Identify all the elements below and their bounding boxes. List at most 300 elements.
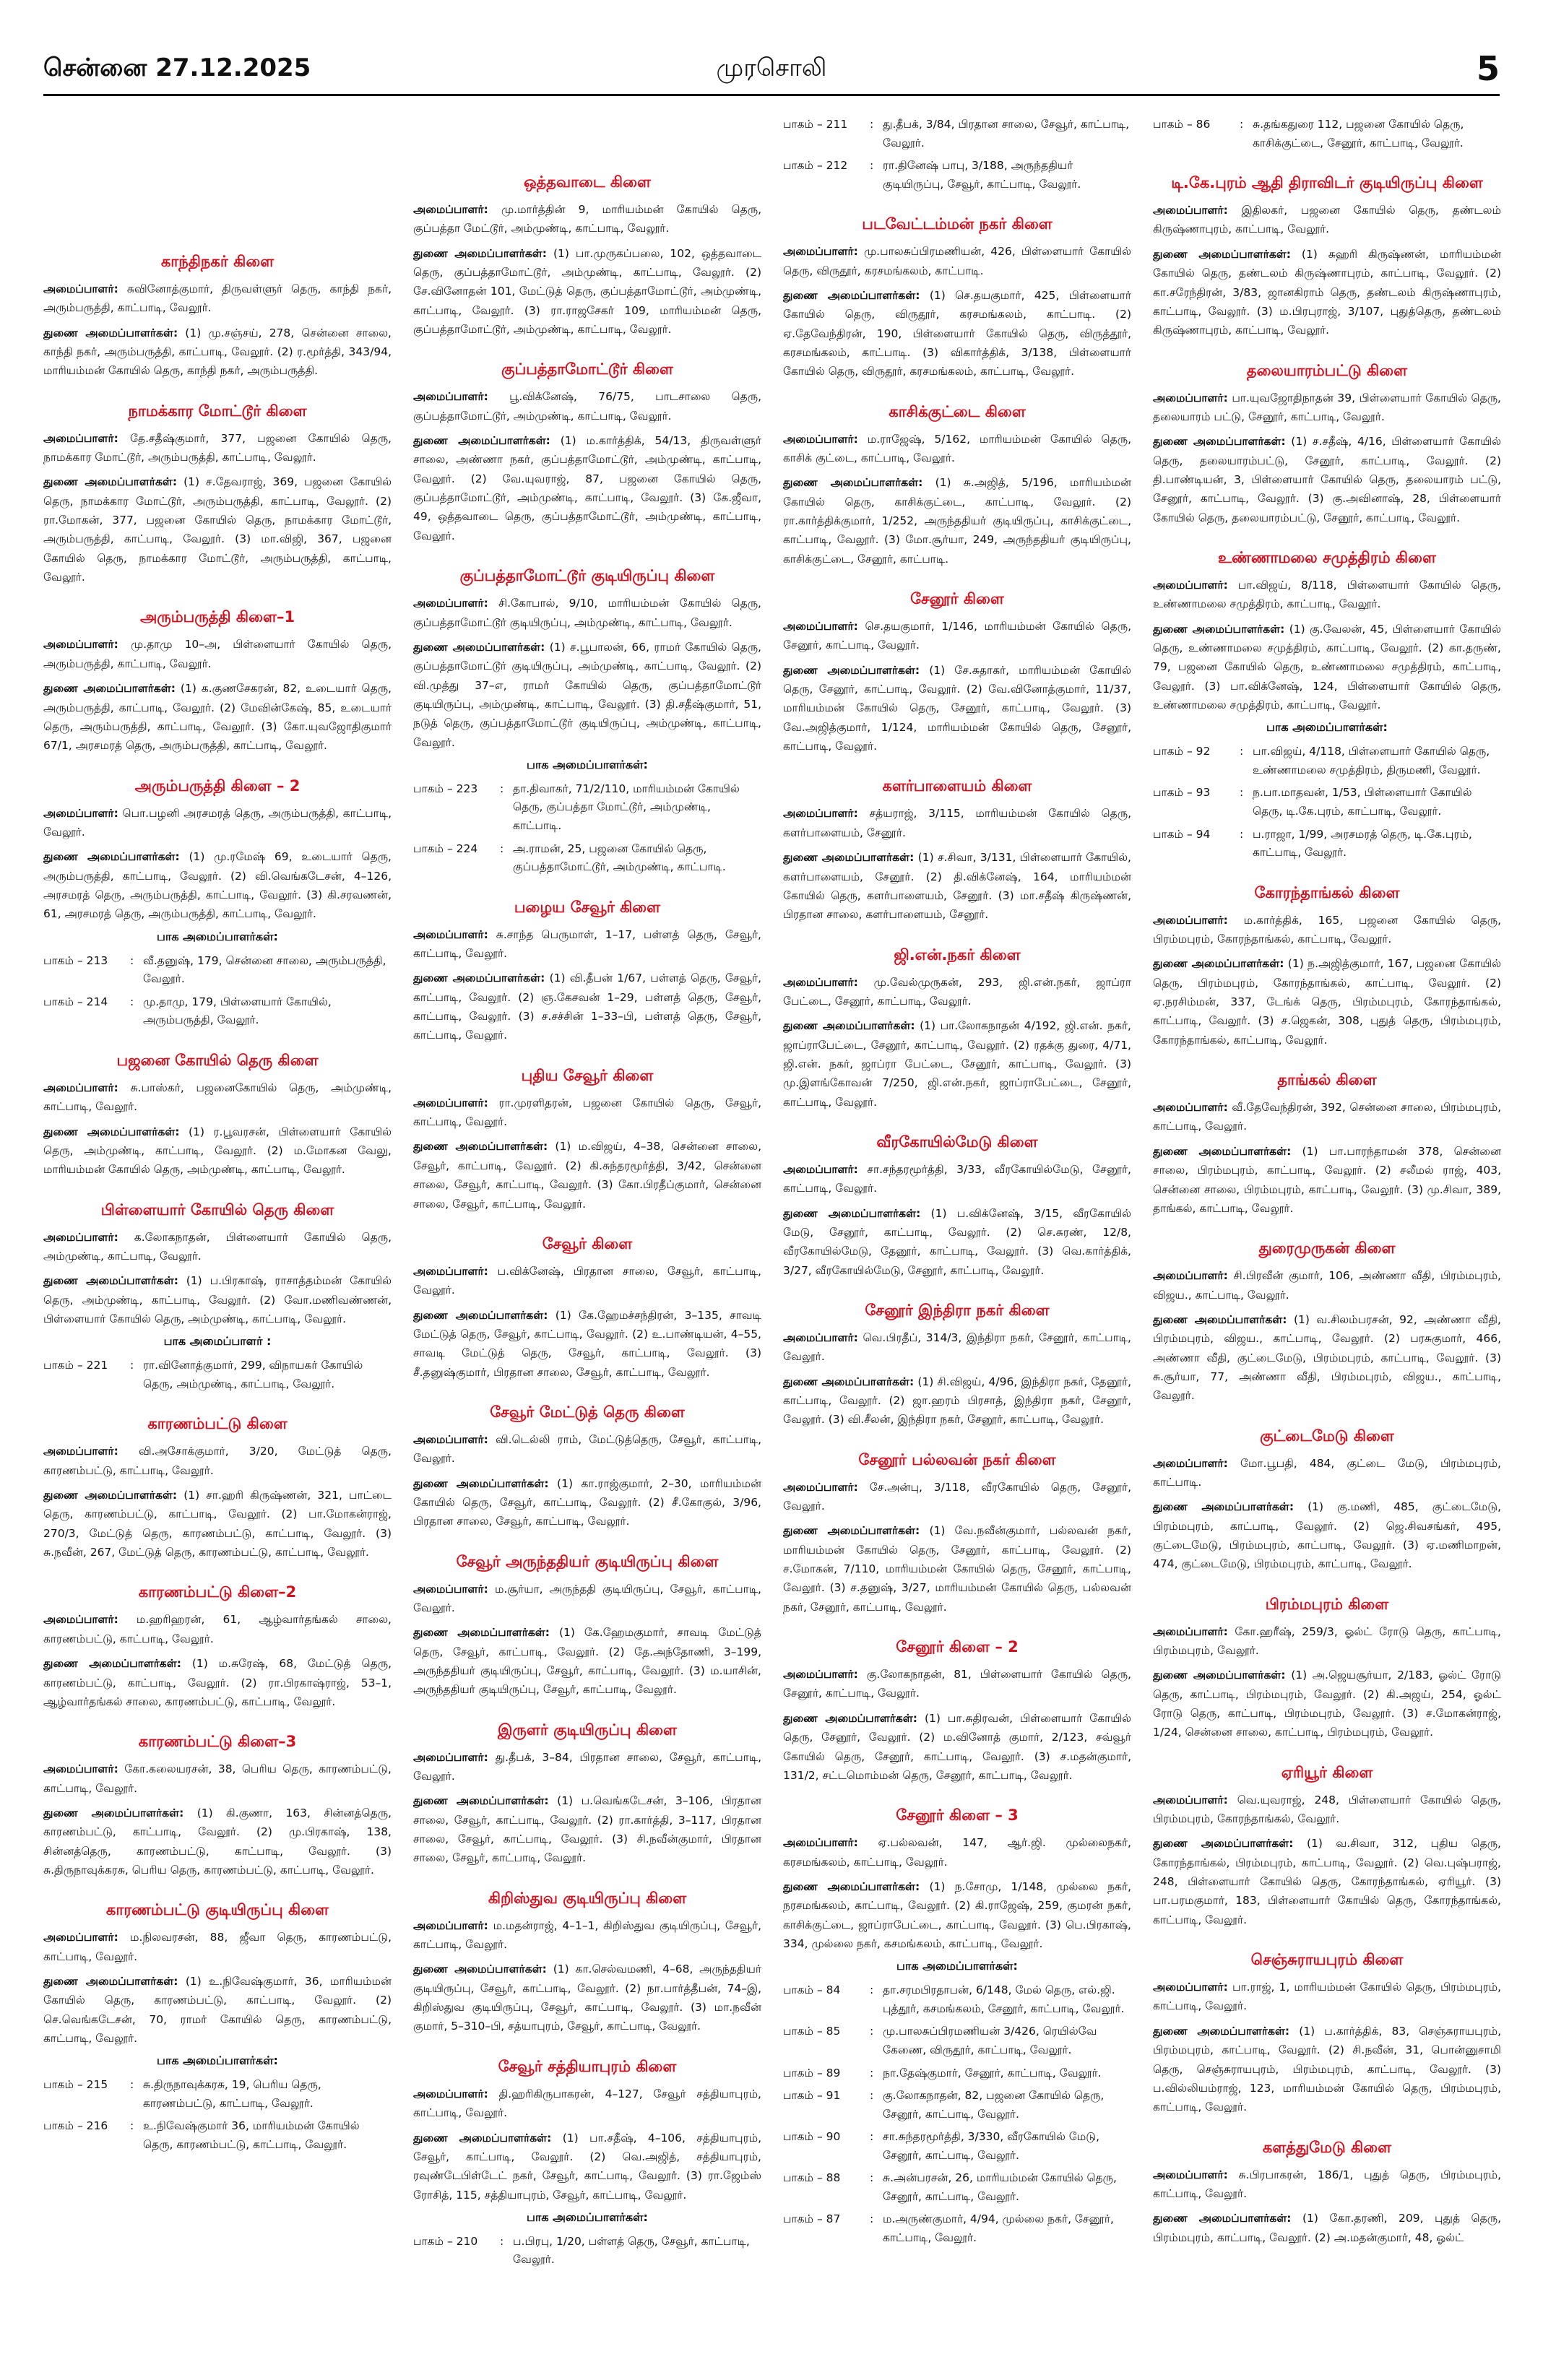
column-3 (783, 116, 1131, 2355)
deputy-organizers-entry (1153, 245, 1501, 340)
deputy-organizers-label: துணை அமைப்பாளர்கள்: (1153, 622, 1285, 636)
branch-section (1153, 1239, 1501, 1405)
deputy-organizers-details: (1) ந.அஜித்குமார், 167, பஜனை கோயில் தெரு, பிரம்மபுரம், கோரந்தாங்கல், காட்பாடி, வேலூர். (2) ஏ.நரசிம்மன், 337, டேங்க் தெரு, பிரம்மபுரம், கோரந்தாங்கல், காட்பாடி, வேலூர். (3) ச.ஜெகன், 308, புதுத் தெரு, பிரம்மபுரம், கோரந்தாங்கல், காட்பாடி, வேலூர். (1153, 957, 1501, 1047)
organizer-entry (783, 1478, 1131, 1516)
branch-title: இருளர் குடியிருப்பு கிளை (498, 1721, 677, 1739)
deputy-organizers-details: (1) ர.பூவரசன், பிள்ளையார் கோயில் தெரு, அம்முண்டி, காட்பாடி, வேலூர். (2) ம.மோகன வேலு, மாரியம்மன் கோயில் தெரு, அம்முண்டி, காட்பாடி, வேலூர். (43, 1125, 392, 1177)
booth-number: பாகம் – 211 (783, 118, 848, 131)
organizer-label: அமைப்பாளர்: (413, 1432, 488, 1446)
organizer-details: சு.பாஸ்கர், பஜனைகோயில் தெரு, அம்முண்டி, காட்பாடி, வேலூர். (43, 1081, 392, 1114)
deputy-organizers-label: துணை அமைப்பாளர்கள்: (43, 850, 180, 864)
deputy-organizers-entry (43, 1972, 392, 2048)
deputy-organizers-details: (1) பா.முருகப்பலை, 102, ஒத்தவாடை தெரு, குப்பத்தாமோட்டூர், அம்முண்டி, காட்பாடி, வேலூர். (2) சே.வினோதன் 101, மேட்டுத் தெரு, குப்பத்தாமோட்டூர், அம்முண்டி, காட்பாடி, வேலூர். (3) ரா.ராஜசேகர் 109, மாரியம்மன் தெரு, குப்பத்தாமோட்டூர், அம்முண்டி, காட்பாடி, வேலூர். (413, 246, 761, 337)
organizer-label: அமைப்பாளர்: (413, 927, 488, 941)
booth-separator: : (130, 953, 134, 967)
booth-number: பாகம் – 221 (43, 1359, 108, 1372)
organizer-label: அமைப்பாளர்: (413, 1918, 488, 1932)
organizer-details: சு.சாந்த பெருமாள், 1–17, பள்ளத் தெரு, சேவூர், காட்பாடி, வேலூர். (413, 927, 761, 961)
organizer-details: வி.டெல்லி ராம், மேட்டுத்தெரு, சேவூர், காட்பாடி, வேலூர். (413, 1432, 761, 1466)
booth-organizer: ப.ராஜா, 1/99, அரசமரத் தெரு, டி.கே.புரம், காட்பாடி, வேலூர். (1253, 827, 1472, 860)
branch-section (413, 1235, 761, 1382)
column-4 (1153, 116, 1501, 2355)
branch-section (783, 946, 1131, 1112)
booth-organizers-heading: பாக அமைப்பாளர்கள்: (896, 1959, 1018, 1973)
deputy-organizers-entry (413, 969, 761, 1044)
branch-section (783, 215, 1131, 381)
organizer-details: பூ.விக்னேஷ், 76/75, பாடசாலை தெரு, குப்பத்தாமோட்டூர், அம்முண்டி, காட்பாடி, வேலூர். (413, 390, 761, 423)
booth-number: பாகம் – 88 (783, 2171, 841, 2185)
deputy-organizers-entry (43, 679, 392, 755)
deputy-organizers-entry (783, 1709, 1131, 1785)
booth-organizer: வீ.தனுஷ், 179, சென்னை சாலை, அரும்பருத்தி, வேலூர். (143, 953, 386, 986)
deputy-organizers-label: துணை அமைப்பாளர்கள்: (783, 1879, 920, 1893)
organizer-label: அமைப்பாளர்: (1153, 1624, 1228, 1638)
organizer-entry (783, 804, 1131, 842)
branch-title: புதிய சேவூர் கிளை (521, 1066, 654, 1084)
deputy-organizers-details: (1) அ.ஜெயசூர்யா, 2/183, ஓல்ட் ரோடு தெரு, காட்பாடி, பிரம்மபுரம், வேலூர். (2) கி.அஜய், 254, ஓல்ட் ரோடு தெரு, காட்பாடி, பிரம்மபுரம், வேலூர். (3) ச.மோகன்ராஜ், 1/24, சென்னை சாலை, காட்பாடி, பிரம்மபுரம், வேலூர். (1153, 1669, 1501, 1739)
organizer-details: இதிலகர், பஜனை கோயில் தெரு, தண்டலம் கிருஷ்ணாபுரம், காட்பாடி, வேலூர். (1153, 204, 1501, 236)
organizer-entry (413, 1916, 761, 1955)
deputy-organizers-label: துணை அமைப்பாளர்கள்: (413, 972, 545, 985)
organizer-entry (1153, 1454, 1501, 1492)
organizer-label: அமைப்பாளர்: (783, 1162, 858, 1176)
branch-section (43, 1415, 392, 1562)
branch-section (783, 1302, 1131, 1429)
organizer-details: செ.தயகுமார், 1/146, மாரியம்மன் கோயில் தெரு, சேனூர், காட்பாடி, வேலூர். (783, 620, 1131, 652)
deputy-organizers-details: (1) வி.தீபன் 1/67, பள்ளத் தெரு, சேவூர், காட்பாடி, வேலூர். (2) ஞ.கேசவன் 1–29, பள்ளத் தெரு, சேவூர், காட்பாடி, வேலூர். (3) ச.சச்சின் 1–33–பி, பள்ளத் தெரு, சேவூர், காட்பாடி, வேலூர். (413, 972, 761, 1042)
branch-section (413, 1067, 761, 1213)
branch-title: வீரகோயில்மேடு கிளை (876, 1133, 1038, 1151)
branch-section (413, 173, 761, 339)
deputy-organizers-details: (1) பா.சதீஷ், 4–106, சத்தியாபுரம், சேவூர், காட்பாடி, வேலூர். (2) வெ.அஜித், சத்தியாபுரம், ரவுண்டேபிள்டேட் நகர், சேவூர், காட்பாடி, வேலூர். (3) ரா.ஜேம்ஸ் ரோசித், 115, சத்தியாபுரம், சேவூர், காட்பாடி, வேலூர். (413, 2131, 761, 2202)
organizer-details: கோ.ஹரீஷ், 259/3, ஓல்ட் ரோடு தெரு, காட்பாடி, பிரம்மபுரம், வேலூர். (1153, 1624, 1501, 1657)
branch-section (1153, 549, 1501, 862)
deputy-organizers-entry (43, 324, 392, 381)
organizer-label: அமைப்பாளர்: (783, 1480, 858, 1494)
deputy-organizers-label: துணை அமைப்பாளர்கள்: (1153, 957, 1284, 971)
booth-number: பாகம் – 214 (43, 995, 108, 1008)
deputy-organizers-entry (1153, 432, 1501, 527)
deputy-organizers-entry (783, 473, 1131, 568)
booth-number: பாகம் – 85 (783, 2025, 841, 2038)
organizer-details: மு.மார்த்தின் 9, மாரியம்மன் கோயில் தெரு, குப்பத்தா மேட்டூர், அம்முண்டி, காட்பாடி, வேலூர். (413, 203, 761, 235)
organizer-entry (1153, 1266, 1501, 1304)
deputy-organizers-entry (43, 847, 392, 923)
booth-row (413, 2233, 761, 2269)
branch-section (413, 1721, 761, 1868)
booth-organizer: சு.தங்கதுரை 112, பஜனை கோயில் தெரு, காசிக்குட்டை, சேனூர், காட்பாடி, வேலூர். (1253, 118, 1464, 150)
branch-title: குப்பத்தாமோட்டூர் கிளை (501, 360, 673, 378)
branch-title: ஒத்தவாடை கிளை (524, 173, 651, 191)
organizer-entry (43, 1928, 392, 1966)
organizer-details: து.தீபக், 3–84, பிரதான சாலை, சேவூர், காட்பாடி, வேலூர். (413, 1750, 761, 1783)
branch-section (43, 1733, 392, 1879)
deputy-organizers-entry (1153, 1310, 1501, 1406)
organizer-details: கோ.கலையரசன், 38, பெரிய தெரு, காரணம்பட்டு, காட்பாடி, வேலூர். (43, 1762, 392, 1795)
organizer-details: ப.விக்னேஷ், பிரதான சாலை, சேவூர், காட்பாடி, வேலூர். (413, 1264, 761, 1297)
organizer-label: அமைப்பாளர்: (413, 1096, 488, 1109)
deputy-organizers-details: (1) ம.விஜய், 4–38, சென்னை சாலை, சேவூர், காட்பாடி, வேலூர். (2) கி.சுந்தரமூர்த்தி, 3/42, சென்னை சாலை, சேவூர், காட்பாடி, வேலூர். (3) கோ.பிரதீப்குமார், சென்னை சாலை, சேவூர், காட்பாடி, வேலூர். (413, 1140, 761, 1211)
branch-title: கோரந்தாங்கல் கிளை (1254, 883, 1400, 901)
organizer-entry (783, 1328, 1131, 1367)
organizer-details: ஏ.பல்லவன், 147, ஆர்.ஜி. முல்லைநகர், கரசமங்கலம், காட்பாடி, வேலூர். (783, 1836, 1131, 1869)
deputy-organizers-details: (1) ச.தேவராஜ், 369, பஜனை கோயில் தெரு, நாமக்கார மோட்டூர், அரும்பருத்தி, காட்பாடி, வேலூர். (2) ரா.மோகன், 377, பஜனை கோயில் தெரு, நாமக்கார மோட்டூர், அரும்பருத்தி, காட்பாடி, வேலூர். (3) மா.விஜி, 367, பஜனை கோயில் தெரு, நாமக்கார மோட்டூர், அரும்பருத்தி, காட்பாடி, வேலூர். (43, 475, 392, 584)
booth-number: பாகம் – 213 (43, 953, 108, 967)
branch-section (413, 899, 761, 1045)
organizer-entry (413, 1094, 761, 1132)
deputy-organizers-entry (783, 661, 1131, 756)
organizer-label: அமைப்பாளர்: (43, 1762, 118, 1776)
branch-title: காரணம்பட்டு குடியிருப்பு கிளை (105, 1901, 329, 1919)
branch-title: காந்திநகர் கிளை (160, 253, 275, 270)
organizer-details: ம.ஹரிஹரன், 61, ஆழ்வார்தங்கல் சாலை, காரணம்பட்டு, காட்பாடி, வேலூர். (43, 1613, 392, 1645)
branch-section (1153, 174, 1501, 339)
booth-number: பாகம் – 86 (1153, 118, 1211, 131)
deputy-organizers-entry (43, 1654, 392, 1711)
branch-section (783, 1806, 1131, 2247)
deputy-organizers-label: துணை அமைப்பாளர்கள்: (43, 1657, 181, 1671)
branch-section (413, 2058, 761, 2269)
deputy-organizers-details: (1) பா.பாரந்தாமன் 378, சென்னை சாலை, பிரம்மபுரம், காட்பாடி, வேலூர். (2) சலீமல் ராஜ், 403, சென்னை சாலை, பிரம்மபுரம், காட்பாடி, வேலூர். (3) மு.சிவா, 389, தாங்கல், காட்பாடி, வேலூர். (1153, 1144, 1501, 1215)
branch-title: சேவூர் அருந்ததியர் குடியிருப்பு கிளை (456, 1552, 719, 1570)
booth-number: பாகம் – 224 (413, 841, 478, 855)
organizer-label: அமைப்பாளர்: (413, 1264, 488, 1278)
deputy-organizers-details: (1) கோ.தரணி, 209, புதுத் தெரு, பிரம்மபுரம், காட்பாடி, வேலூர். (2) அ.மதன்குமார், 48, ஓல்ட் (1153, 2212, 1501, 2244)
organizer-details: ம.கார்த்திக், 165, பஜனை கோயில் தெரு, பிரம்மபுரம், கோரந்தாங்கல், காட்பாடி, வேலூர். (1153, 913, 1501, 946)
deputy-organizers-details: (1) மு.சஞ்சய், 278, சென்னை சாலை, காந்தி நகர், அரும்பருத்தி, காட்பாடி, வேலூர். (2) ர.மூர்த்தி, 343/94, மாரியம்மன் கோயில் தெரு, காந்தி நகர், அரும்பருத்தி. (43, 326, 392, 378)
article-columns (43, 116, 1503, 2355)
deputy-organizers-entry (1153, 1666, 1501, 1741)
booth-row (783, 2087, 1131, 2124)
booth-row (1153, 743, 1501, 779)
deputy-organizers-details: (1) கி.குணா, 163, சின்னத்தெரு, காரணம்பட்டு, காட்பாடி, வேலூர். (2) மு.பிரகாஷ், 138, சின்னத்தெரு, காரணம்பட்டு, காட்பாடி, வேலூர். (3) சு.திருநாவுக்கரசு, பெரிய தெரு, காரணம்பட்டு, காட்பாடி, வேலூர். (43, 1806, 392, 1877)
organizer-details: மு.வேல்முருகன், 293, ஜி.என்.நகர், ஜாப்ரா பேட்டை, சேனூர், காட்பாடி, வேலூர். (783, 975, 1131, 1008)
deputy-organizers-details: (1) கு.மணி, 485, குட்டைமேடு, பிரம்மபுரம், காட்பாடி, வேலூர். (2) ஜெ.சிவசங்கர், 495, குட்டைமேடு, பிரம்மபுரம், காட்பாடி, வேலூர். (3) ஏ.மணிமாறன், 474, குட்டைமேடு, பிரம்மபுரம், காட்பாடி, வேலூர். (1153, 1500, 1501, 1571)
organizer-entry (43, 280, 392, 318)
organizer-entry (783, 1665, 1131, 1703)
organizer-details: க.லோகநாதன், பிள்ளையார் கோயில் தெரு, அம்முண்டி, காட்பாடி, வேலூர். (43, 1230, 392, 1263)
booth-organizer: பா.விஜய், 4/118, பிள்ளையார் கோயில் தெரு, உண்ணாமலை சமுத்திரம், திருமணி, வேலூர். (1253, 745, 1490, 776)
booth-row (1153, 784, 1501, 821)
organizer-entry (43, 1760, 392, 1798)
organizer-entry (413, 1748, 761, 1786)
booth-separator: : (1240, 745, 1244, 758)
booth-row (783, 2169, 1131, 2206)
booth-separator: : (130, 2119, 134, 2133)
booth-number: பாகம் – 212 (783, 159, 848, 173)
booth-row (783, 157, 1131, 194)
organizer-details: வீ.தேவேந்திரன், 392, சென்னை சாலை, பிரம்மபுரம், காட்பாடி, வேலூர். (1153, 1101, 1501, 1133)
branch-title: ஏரியூர் கிளை (1281, 1763, 1373, 1781)
deputy-organizers-entry (413, 1137, 761, 1213)
organizer-label: அமைப்பாளர்: (43, 638, 118, 652)
booth-separator: : (500, 2234, 504, 2248)
deputy-organizers-details: (1) சுஹரி கிருஷ்ணன், மாரியம்மன் கோயில் தெரு, தண்டலம் கிருஷ்ணாபுரம், காட்பாடி, வேலூர். (2) கா.சரேந்திரன், 3/83, ஜானகிராம் தெரு, தண்டலம் கிருஷ்ணாபுரம், காட்பாடி, வேலூர். (3) ம.பிரபுராஜ், 3/107, புதுத்தெரு, தண்டலம் கிருஷ்ணாபுரம், காட்பாடி, வேலூர். (1153, 247, 1501, 337)
deputy-organizers-label: துணை அமைப்பாளர்கள்: (413, 1794, 549, 1808)
branch-title: நாமக்கார மோட்டூர் கிளை (128, 402, 307, 420)
booth-row (783, 2128, 1131, 2165)
branch-section (1153, 1071, 1501, 1218)
organizer-entry (783, 242, 1131, 280)
deputy-organizers-details: (1) உ.நிவேஷ்குமார், 36, மாரியம்மன் கோயில் தெரு, காரணம்பட்டு, காட்பாடி, வேலூர். (2) செ.வெங்கடேசன், 70, ராமர் கோயில் தெரு, காரணம்பட்டு, காட்பாடி, வேலூர். (43, 1974, 392, 2045)
branch-section (43, 1583, 392, 1711)
organizer-details: சத்யராஜ், 3/115, மாரியம்மன் கோயில் தெரு, களர்பாளையம், சேனூர். (783, 807, 1131, 839)
organizer-details: ம.சூர்யா, அருந்ததி குடியிருப்பு, சேவூர், காட்பாடி, வேலூர். (413, 1582, 761, 1614)
organizer-label: அமைப்பாளர்: (1153, 1981, 1228, 1994)
branch-title: கிறிஸ்துவ குடியிருப்பு கிளை (488, 1889, 687, 1907)
deputy-organizers-entry (413, 1474, 761, 1531)
branch-section (413, 360, 761, 545)
deputy-organizers-entry (413, 2129, 761, 2204)
booth-organizer: ப.பிரபு, 1/20, பள்ளத் தெரு, சேவூர், காட்பாடி, வேலூர். (513, 2234, 750, 2267)
deputy-organizers-label: துணை அமைப்பாளர்கள்: (43, 1489, 178, 1502)
deputy-organizers-label: துணை அமைப்பாளர்கள்: (783, 1711, 917, 1725)
organizer-entry (1153, 576, 1501, 614)
booth-row (783, 116, 1131, 152)
branch-title: சேனூர் கிளை – 2 (896, 1638, 1019, 1656)
booth-organizer: தா.திவாகர், 71/2/110, மாரியம்மன் கோயில் தெரு, குப்பத்தா மோட்டூர், அம்முண்டி, காட்பாடி. (513, 782, 740, 833)
branch-section (413, 1553, 761, 1700)
organizer-details: பா.விஜய், 8/118, பிள்ளையார் கோயில் தெரு, உண்ணாமலை சமுத்திரம், காட்பாடி, வேலூர். (1153, 578, 1501, 611)
organizer-label: அமைப்பாளர்: (783, 975, 858, 989)
booth-organizer: து.தீபக், 3/84, பிரதான சாலை, சேவூர், காட்பாடி, வேலூர். (883, 118, 1130, 150)
deputy-organizers-details: (1) க.குணசேகரன், 82, உடையார் தெரு, அரும்பருத்தி, காட்பாடி, வேலூர். (2) மேவின்கேஷ், 85, உடையார் தெரு, அரும்பருத்தி, காட்பாடி, வேலூர். (3) கோ.யுவஜோதிகுமார் 67/1, அரசமரத் தெரு, அரும்பருத்தி, காட்பாடி, வேலூர். (43, 682, 392, 753)
branch-title: சேவூர் சத்தியாபுரம் கிளை (498, 2057, 677, 2075)
organizer-label: அமைப்பாளர்: (1153, 913, 1228, 927)
organizer-entry (783, 430, 1131, 468)
organizer-label: அமைப்பாளர்: (1153, 1101, 1228, 1115)
deputy-organizers-label: துணை அமைப்பாளர்கள்: (413, 1626, 550, 1640)
branch-title: சேனூர் கிளை – 3 (896, 1806, 1019, 1825)
branch-title: காரணம்பட்டு கிளை (147, 1415, 288, 1433)
booth-number: பாகம் – 84 (783, 1983, 841, 1997)
booth-row (43, 1356, 392, 1393)
deputy-organizers-entry (1153, 2209, 1501, 2247)
deputy-organizers-label: துணை அமைப்பாளர்கள்: (1153, 1144, 1292, 1158)
branch-section (43, 1201, 392, 1394)
branch-title: தலையாரம்பட்டு கிளை (1246, 361, 1408, 379)
branch-title: ஜி.என்.நகர் கிளை (894, 945, 1021, 964)
booth-row (783, 1981, 1131, 2018)
booth-organizers-heading: பாக அமைப்பாளர்கள்: (527, 2210, 648, 2224)
organizer-entry (43, 1610, 392, 1648)
booth-number: பாகம் – 89 (783, 2066, 841, 2080)
booth-separator: : (870, 2066, 874, 2080)
deputy-organizers-label: துணை அமைப்பாளர்கள்: (413, 1308, 548, 1322)
page-number: 5 (1476, 49, 1500, 88)
booth-organizer: ரா.தினேஷ் பாபு, 3/188, அருந்ததியர் குடியிருப்பு, சேவூர், காட்பாடி, வேலூர். (883, 159, 1081, 191)
deputy-organizers-label: துணை அமைப்பாளர்கள்: (783, 851, 915, 865)
organizer-details: மு.பாலசுப்பிரமணியன், 426, பிள்ளையார் கோயில் தெரு, விருதூர், கரசமங்கலம், காட்பாடி. (783, 245, 1131, 277)
booth-row (43, 952, 392, 989)
booth-organizers-heading: பாக அமைப்பாளர்கள்: (157, 929, 278, 943)
branch-title: சேவூர் கிளை (542, 1234, 633, 1252)
branch-title: உண்ணாமலை சமுத்திரம் கிளை (1218, 548, 1436, 566)
deputy-organizers-label: துணை அமைப்பாளர்கள்: (1153, 2024, 1290, 2038)
organizer-details: வெ.யுவராஜ், 248, பிள்ளையார் கோயில் தெரு, பிரம்மபுரம், கோரந்தாங்கல், வேலூர். (1153, 1793, 1501, 1826)
organizer-entry (413, 1580, 761, 1618)
booth-organizer: சு.திருநாவுக்கரசு, 19, பெரிய தெரு, காரணம்பட்டு, காட்பாடி, வேலூர். (143, 2078, 321, 2110)
organizer-entry (43, 1442, 392, 1480)
branch-section (43, 1052, 392, 1180)
booth-organizers-heading: பாக அமைப்பாளர் : (163, 1334, 272, 1349)
organizer-details: மு.தாமு 10–அ, பிள்ளையார் கோயில் தெரு, அரும்பருத்தி, காட்பாடி, வேலூர். (43, 638, 392, 670)
deputy-organizers-entry (43, 472, 392, 587)
deputy-organizers-label: துணை அமைப்பாளர்கள்: (413, 640, 545, 654)
deputy-organizers-details: (1) சா.ஹரி கிருஷ்ணன், 321, பாட்டை தெரு, காரணம்பட்டு, காட்பாடி, வேலூர். (2) பா.மோகன்ராஜ், 270/3, மேட்டுத் தெரு, காரணம்பட்டு, காட்பாடி, வேலூர். (3) சு.நவீன், 267, மேட்டுத் தெரு, காரணம்பட்டு, காட்பாடி, வேலூர். (43, 1489, 392, 1559)
booth-row (783, 2210, 1131, 2247)
organizer-entry (1153, 201, 1501, 239)
organizer-details: சா.சந்தரமூர்த்தி, 3/33, வீரகோயில்மேடு, சேனூர், காட்பாடி, வேலூர். (783, 1162, 1131, 1195)
organizer-label: அமைப்பாளர்: (1153, 578, 1228, 592)
organizer-label: அமைப்பாளர்: (43, 1613, 118, 1627)
organizer-entry (43, 1228, 392, 1266)
deputy-organizers-entry (413, 638, 761, 752)
organizer-label: அமைப்பாளர்: (1153, 391, 1228, 404)
organizer-entry (413, 2085, 761, 2123)
column-1 (43, 116, 392, 2355)
organizer-label: அமைப்பாளர்: (1153, 1456, 1228, 1470)
organizer-entry (413, 1262, 761, 1300)
booth-number: பாகம் – 94 (1153, 827, 1211, 841)
edition-date: சென்னை 27.12.2025 (43, 53, 311, 82)
deputy-organizers-label: துணை அமைப்பாளர்கள்: (43, 475, 178, 489)
booth-separator: : (870, 2025, 874, 2038)
deputy-organizers-entry (783, 1204, 1131, 1280)
branch-section (413, 567, 761, 877)
branch-title: சேனூர் பல்லவன் நகர் கிளை (858, 1450, 1056, 1468)
organizer-entry (413, 200, 761, 238)
organizer-details: தி.ஹரிகிருபாகரன், 4–127, சேவூர் சத்தியாபுரம், காட்பாடி, வேலூர். (413, 2087, 761, 2120)
branch-section (43, 777, 392, 1030)
deputy-organizers-entry (1153, 1834, 1501, 1929)
organizer-label: அமைப்பாளர்: (43, 1931, 118, 1944)
branch-section (43, 253, 392, 381)
deputy-organizers-label: துணை அமைப்பாளர்கள்: (413, 1140, 548, 1154)
deputy-organizers-label: துணை அமைப்பாளர்கள்: (43, 1125, 180, 1138)
deputy-organizers-entry (783, 1016, 1131, 1112)
deputy-organizers-label: துணை அமைப்பாளர்கள்: (413, 246, 547, 260)
booth-row (43, 2076, 392, 2113)
booth-organizer: சு.அன்பரசன், 26, மாரியம்மன் கோயில் தெரு, சேனூர், காட்பாடி, வேலூர். (883, 2171, 1117, 2203)
deputy-organizers-details: (1) கே.ஹேமச்சந்திரன், 3–135, சாவடி மேட்டுத் தெரு, சேவூர், காட்பாடி, வேலூர். (2) உ.பாண்டியன், 4–55, சாவடி மேட்டுத் தெரு, சேவூர், காட்பாடி, வேலூர். (3) சீ.தனுஷ்குமார், பிரதான சாலை, சேவூர், காட்பாடி, வேலூர். (413, 1308, 761, 1379)
booth-separator: : (500, 841, 504, 855)
booth-row (43, 993, 392, 1030)
organizer-details: வி.அசோக்குமார், 3/20, மேட்டுத் தெரு, காரணம்பட்டு, காட்பாடி, வேலூர். (43, 1445, 392, 1477)
organizer-details: சி.கோபால், 9/10, மாரியம்மன் கோயில் தெரு, குப்பத்தாமோட்டூர் குடியிருப்பு, அம்முண்டி, காட்பாடி, வேலூர். (413, 597, 761, 629)
organizer-entry (1153, 2165, 1501, 2204)
deputy-organizers-label: துணை அமைப்பாளர்கள்: (783, 1375, 915, 1388)
deputy-organizers-details: (1) சு.அஜித், 5/196, மாரியம்மன் கோயில் தெரு, காசிக்குட்டை, காட்பாடி, வேலூர். (2) ரா.கார்த்திக்குமார், 1/252, அருந்ததியர் குடியிருப்பு, காசிக்குட்டை, காட்பாடி, வேலூர். (3) மோ.சூர்யா, 249, அருந்ததியர் குடியிருப்பு, காசிக்குட்டை, சேனூர், காட்பாடி. (783, 476, 1131, 566)
organizer-label: அமைப்பாளர்: (413, 203, 488, 216)
deputy-organizers-entry (413, 1306, 761, 1382)
booth-row (43, 2117, 392, 2154)
newspaper-name: முரசொலி (716, 53, 827, 82)
booth-separator: : (130, 995, 134, 1008)
branch-title: அரும்பருத்தி கிளை–1 (139, 608, 295, 626)
organizer-label: அமைப்பாளர்: (413, 597, 488, 610)
deputy-organizers-label: துணை அமைப்பாளர்கள்: (783, 1206, 921, 1220)
deputy-organizers-details: (1) மு.ரமேஷ் 69, உடையார் தெரு, அரும்பருத்தி, காட்பாடி, வேலூர். (2) வி.வெங்கடேசன், 4–126, அரசமரத் தெரு, அரும்பருத்தி, காட்பாடி, வேலூர். (3) கி.சரவணன், 61, அரசமரத் தெரு, அரும்பருத்தி, காட்பாடி, வேலூர். (43, 850, 392, 921)
organizer-details: மோ.பூபதி, 484, குட்டை மேடு, பிரம்மபுரம், காட்பாடி. (1153, 1456, 1501, 1489)
branch-section (1153, 1764, 1501, 1929)
booth-organizer: தா.சரமபிரதாபன், 6/148, மேல் தெரு, எல்.ஜி. புத்தூர், கசமங்கலம், சேனூர், காட்பாடி, வேலூர். (883, 1983, 1125, 2015)
organizer-details: சு.பிரபாகரன், 186/1, புதுத் தெரு, பிரம்மபுரம், காட்பாடி, வேலூர். (1153, 2168, 1501, 2200)
booth-organizer: கு.லோகநாதன், 82, பஜனை கோயில் தெரு, சேனூர், காட்பாடி, வேலூர். (883, 2089, 1105, 2121)
booth-organizer: ம.அருண்குமார், 4/94, முல்லை நகர், சேனூர், காட்பாடி, வேலூர். (883, 2212, 1114, 2244)
branch-section (43, 1901, 392, 2154)
organizer-entry (783, 1160, 1131, 1198)
booth-separator: : (130, 2078, 134, 2092)
booth-organizer: உ.நிவேஷ்குமார் 36, மாரியம்மன் கோயில் தெரு, காரணம்பட்டு, காட்பாடி, வேலூர். (143, 2119, 360, 2151)
booth-row (413, 840, 761, 877)
booth-organizers-heading: பாக அமைப்பாளர்கள்: (1266, 720, 1388, 735)
deputy-organizers-details: (1) கு.வேலன், 45, பிள்ளையார் கோயில் தெரு, உண்ணாமலை சமுத்திரம், காட்பாடி, வேலூர். (2) கா.தருண், 79, பஜனை கோயில் தெரு, உண்ணாமலை சமுத்திரம், காட்பாடி, வேலூர். (3) பா.விக்னேஷ், 124, பிள்ளையார் கோயில் தெரு, உண்ணாமலை சமுத்திரம், காட்பாடி, வேலூர். (1153, 622, 1501, 711)
deputy-organizers-label: துணை அமைப்பாளர்கள்: (43, 1274, 178, 1288)
branch-title: காசிக்குட்டை கிளை (889, 402, 1026, 420)
deputy-organizers-label: துணை அமைப்பாளர்கள்: (1153, 1500, 1295, 1514)
branch-section (783, 1451, 1131, 1617)
deputy-organizers-details: (1) ச.சிவா, 3/131, பிள்ளையார் கோயில், களர்பாளையம், சேனூர். (2) தி.விக்னேஷ், 164, மாரியம்மன் கோயில் தெரு, களர்பாளையம், சேனூர். (3) மா.சதீஷ் கிருஷ்ணன், பிரதான சாலை, களர்பாளையம், சேனூர். (783, 851, 1131, 922)
organizer-details: ம.ராஜேஷ், 5/162, மாரியம்மன் கோயில் தெரு, காசிக் குட்டை, காட்பாடி, வேலூர். (783, 432, 1131, 464)
branch-title: துரைமுருகன் கிளை (1258, 1239, 1396, 1258)
branch-section (1153, 1951, 1501, 2116)
booth-separator: : (1240, 786, 1244, 800)
branch-title: தாங்கல் கிளை (1277, 1071, 1377, 1089)
branch-title: குப்பத்தாமோட்டூர் குடியிருப்பு கிளை (459, 567, 715, 585)
booth-separator: : (870, 2212, 874, 2226)
organizer-label: அமைப்பாளர்: (413, 2087, 488, 2100)
organizer-entry (43, 635, 392, 673)
booth-number: பாகம் – 215 (43, 2078, 108, 2092)
organizer-entry (1153, 389, 1501, 427)
organizer-label: அமைப்பாளர்: (1153, 204, 1228, 217)
deputy-organizers-label: துணை அமைப்பாளர்கள்: (1153, 1837, 1294, 1851)
organizer-details: தே.சதீஷ்குமார், 377, பஜனை கோயில் தெரு, நாமக்கார மோட்டூர், அரும்பருத்தி, காட்பாடி, வேலூர். (43, 431, 392, 464)
organizer-label: அமைப்பாளர்: (43, 282, 118, 295)
deputy-organizers-label: துணை அமைப்பாளர்கள்: (783, 1019, 915, 1033)
booth-organizer: மு.தாமு, 179, பிள்ளையார் கோயில், அரும்பருத்தி, வேலூர். (143, 995, 332, 1027)
organizer-label: அமைப்பாளர்: (43, 431, 118, 445)
booth-row (1153, 826, 1501, 862)
deputy-organizers-details: (1) ச.சதீஷ், 4/16, பிள்ளையார் கோயில் தெரு, தலையாரம்பட்டு, சேனூர், காட்பாடி, வேலூர். (2) தி.பாண்டியன், 3, பிள்ளையார் கோயில் தெரு, தலையாரம் பட்டு, சேனூர், காட்பாடி, வேலூர். (3) கு.அவினாஷ், 28, பிள்ளையார் கோயில் தெரு, தலையாரம்பட்டு, சேனூர், காட்பாடி, வேலூர். (1153, 435, 1501, 524)
organizer-label: அமைப்பாளர்: (413, 1582, 488, 1596)
organizer-label: அமைப்பாளர்: (1153, 1793, 1228, 1806)
deputy-organizers-label: துணை அமைப்பாளர்கள்: (1153, 1312, 1287, 1326)
organizer-entry (1153, 911, 1501, 949)
booth-separator: : (870, 2171, 874, 2185)
organizer-details: கு.லோகநாதன், 81, பிள்ளையார் கோயில் தெரு, சேனூர், காட்பாடி, வேலூர். (783, 1668, 1131, 1700)
deputy-organizers-entry (413, 1623, 761, 1699)
organizer-entry (1153, 1978, 1501, 2016)
deputy-organizers-details: (1) ப.விக்னேஷ், 3/15, வீரகோயில் மேடு, சேனூர், காட்பாடி, வேலூர். (2) செ.சுரண், 12/8, வீரகோயில்மேடு, தேனூர், காட்பாடி, வேலூர். (3) வெ.கார்த்திக், 3/27, வீரகோயில்மேடு, சேனூர், காட்பாடி, வேலூர். (783, 1206, 1131, 1277)
deputy-organizers-details: (1) வ.சிவா, 312, புதிய தெரு, கோரந்தாங்கல், பிரம்மபுரம், காட்பாடி, வேலூர். (2) வெ.புஷ்பராஜ், 248, பிள்ளையார் கோயில் தெரு, கோரந்தாங்கல், ஏரியூர். (3) பா.பரமகுமார், 183, பிள்ளையார் கோயில் தெரு, கோரந்தாங்கல், காட்பாடி, வேலூர். (1153, 1837, 1501, 1926)
branch-title: செஞ்சுராயபுரம் கிளை (1250, 1951, 1404, 1969)
booth-number: பாகம் – 93 (1153, 786, 1211, 800)
deputy-organizers-entry (783, 286, 1131, 381)
organizer-label: அமைப்பாளர்: (783, 1668, 858, 1682)
booth-number: பாகம் – 91 (783, 2089, 841, 2103)
organizer-label: அமைப்பாளர்: (43, 1230, 118, 1244)
deputy-organizers-entry (43, 1271, 392, 1328)
booth-separator: : (870, 1983, 874, 1997)
branch-section (1153, 2139, 1501, 2247)
booth-number: பாகம் – 87 (783, 2212, 841, 2226)
deputy-organizers-entry (43, 1804, 392, 1879)
deputy-organizers-label: துணை அமைப்பாளர்கள்: (783, 476, 923, 490)
deputy-organizers-label: துணை அமைப்பாளர்கள்: (413, 1963, 547, 1976)
booth-organizer: மு.பாலசுப்பிரமணியன் 3/426, ரெயில்வே கேணை, விருதூர், காட்பாடி, வேலூர். (883, 2025, 1097, 2056)
